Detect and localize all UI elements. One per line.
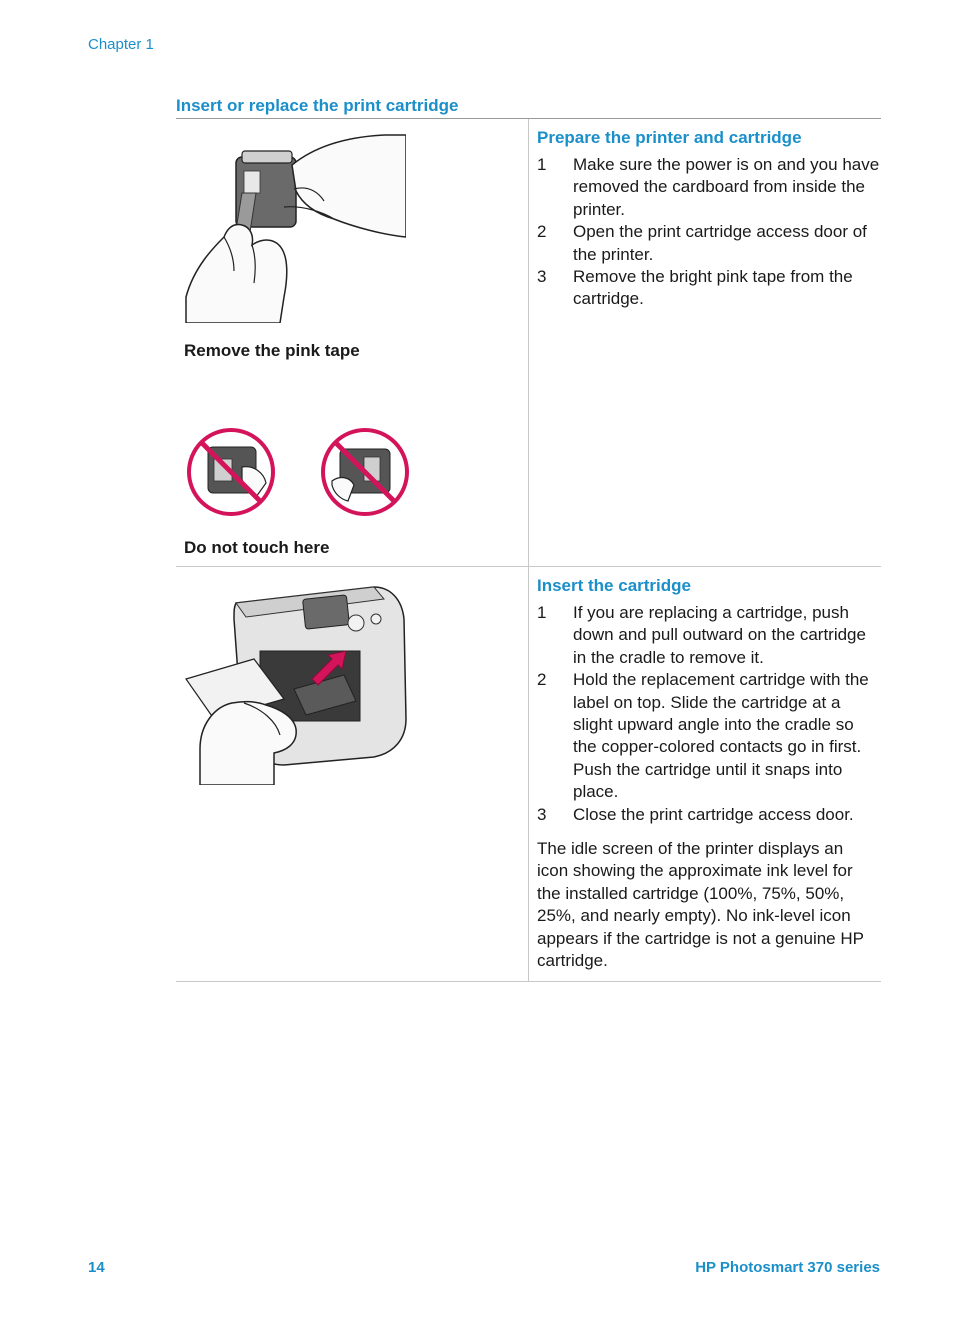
section-title: Insert or replace the print cartridge bbox=[176, 96, 459, 115]
insert-steps bbox=[537, 602, 881, 826]
list-item bbox=[537, 602, 881, 669]
prepare-instructions bbox=[537, 119, 881, 311]
list-item bbox=[537, 154, 881, 221]
list-item bbox=[537, 804, 881, 826]
footer-product-title: HP Photosmart 370 series bbox=[695, 1259, 880, 1276]
step-text: Open the print cartridge access door of the printer. bbox=[573, 222, 867, 264]
page-number: 14 bbox=[88, 1259, 105, 1276]
caption-do-not-touch: Do not touch here bbox=[184, 538, 330, 557]
step-text: Close the print cartridge access door. bbox=[573, 804, 854, 824]
ink-level-note: The idle screen of the printer displays an icon showing the approximate ink level for the installed cartridge (100%, 75%, 50%, 25%, and nearly empty). No ink-level icon appears if the cartridge is not a genuine HP cartridge. bbox=[537, 839, 864, 971]
do-not-touch-contacts-illustration bbox=[186, 427, 276, 517]
step-number: 1 bbox=[537, 155, 547, 174]
step-text: If you are replacing a cartridge, push down and pull outward on the cartridge in the cradle to remove it. bbox=[573, 603, 866, 667]
prepare-heading: Prepare the printer and cartridge bbox=[537, 128, 802, 147]
chapter-label: Chapter 1 bbox=[88, 36, 154, 53]
caption-remove-tape: Remove the pink tape bbox=[184, 341, 360, 360]
step-number: 3 bbox=[537, 267, 547, 287]
step-number: 2 bbox=[537, 222, 547, 242]
step-number: 2 bbox=[537, 670, 547, 690]
remove-tape-illustration bbox=[184, 127, 406, 323]
prepare-steps bbox=[537, 154, 881, 311]
table-row bbox=[176, 119, 881, 567]
list-item bbox=[537, 266, 881, 311]
step-text: Hold the replacement cartridge with the label on top. Slide the cartridge at a slight upward angle into the cradle so the copper-colored contacts go in first. Push the cartridge until it snaps into place. bbox=[573, 670, 869, 802]
insert-instructions bbox=[537, 567, 881, 973]
list-item bbox=[537, 221, 881, 266]
list-item bbox=[537, 669, 881, 803]
step-number: 1 bbox=[537, 603, 547, 622]
column-divider bbox=[528, 567, 529, 981]
instruction-table bbox=[176, 118, 881, 982]
do-not-touch-nozzles-illustration bbox=[320, 427, 410, 517]
column-divider bbox=[528, 119, 529, 566]
insert-cartridge-illustration bbox=[184, 579, 410, 785]
step-number: 3 bbox=[537, 804, 547, 824]
step-text: Remove the bright pink tape from the cartridge. bbox=[573, 267, 853, 309]
step-text: Make sure the power is on and you have removed the cardboard from inside the printer. bbox=[573, 155, 880, 219]
table-row bbox=[176, 567, 881, 982]
insert-heading: Insert the cartridge bbox=[537, 576, 691, 595]
